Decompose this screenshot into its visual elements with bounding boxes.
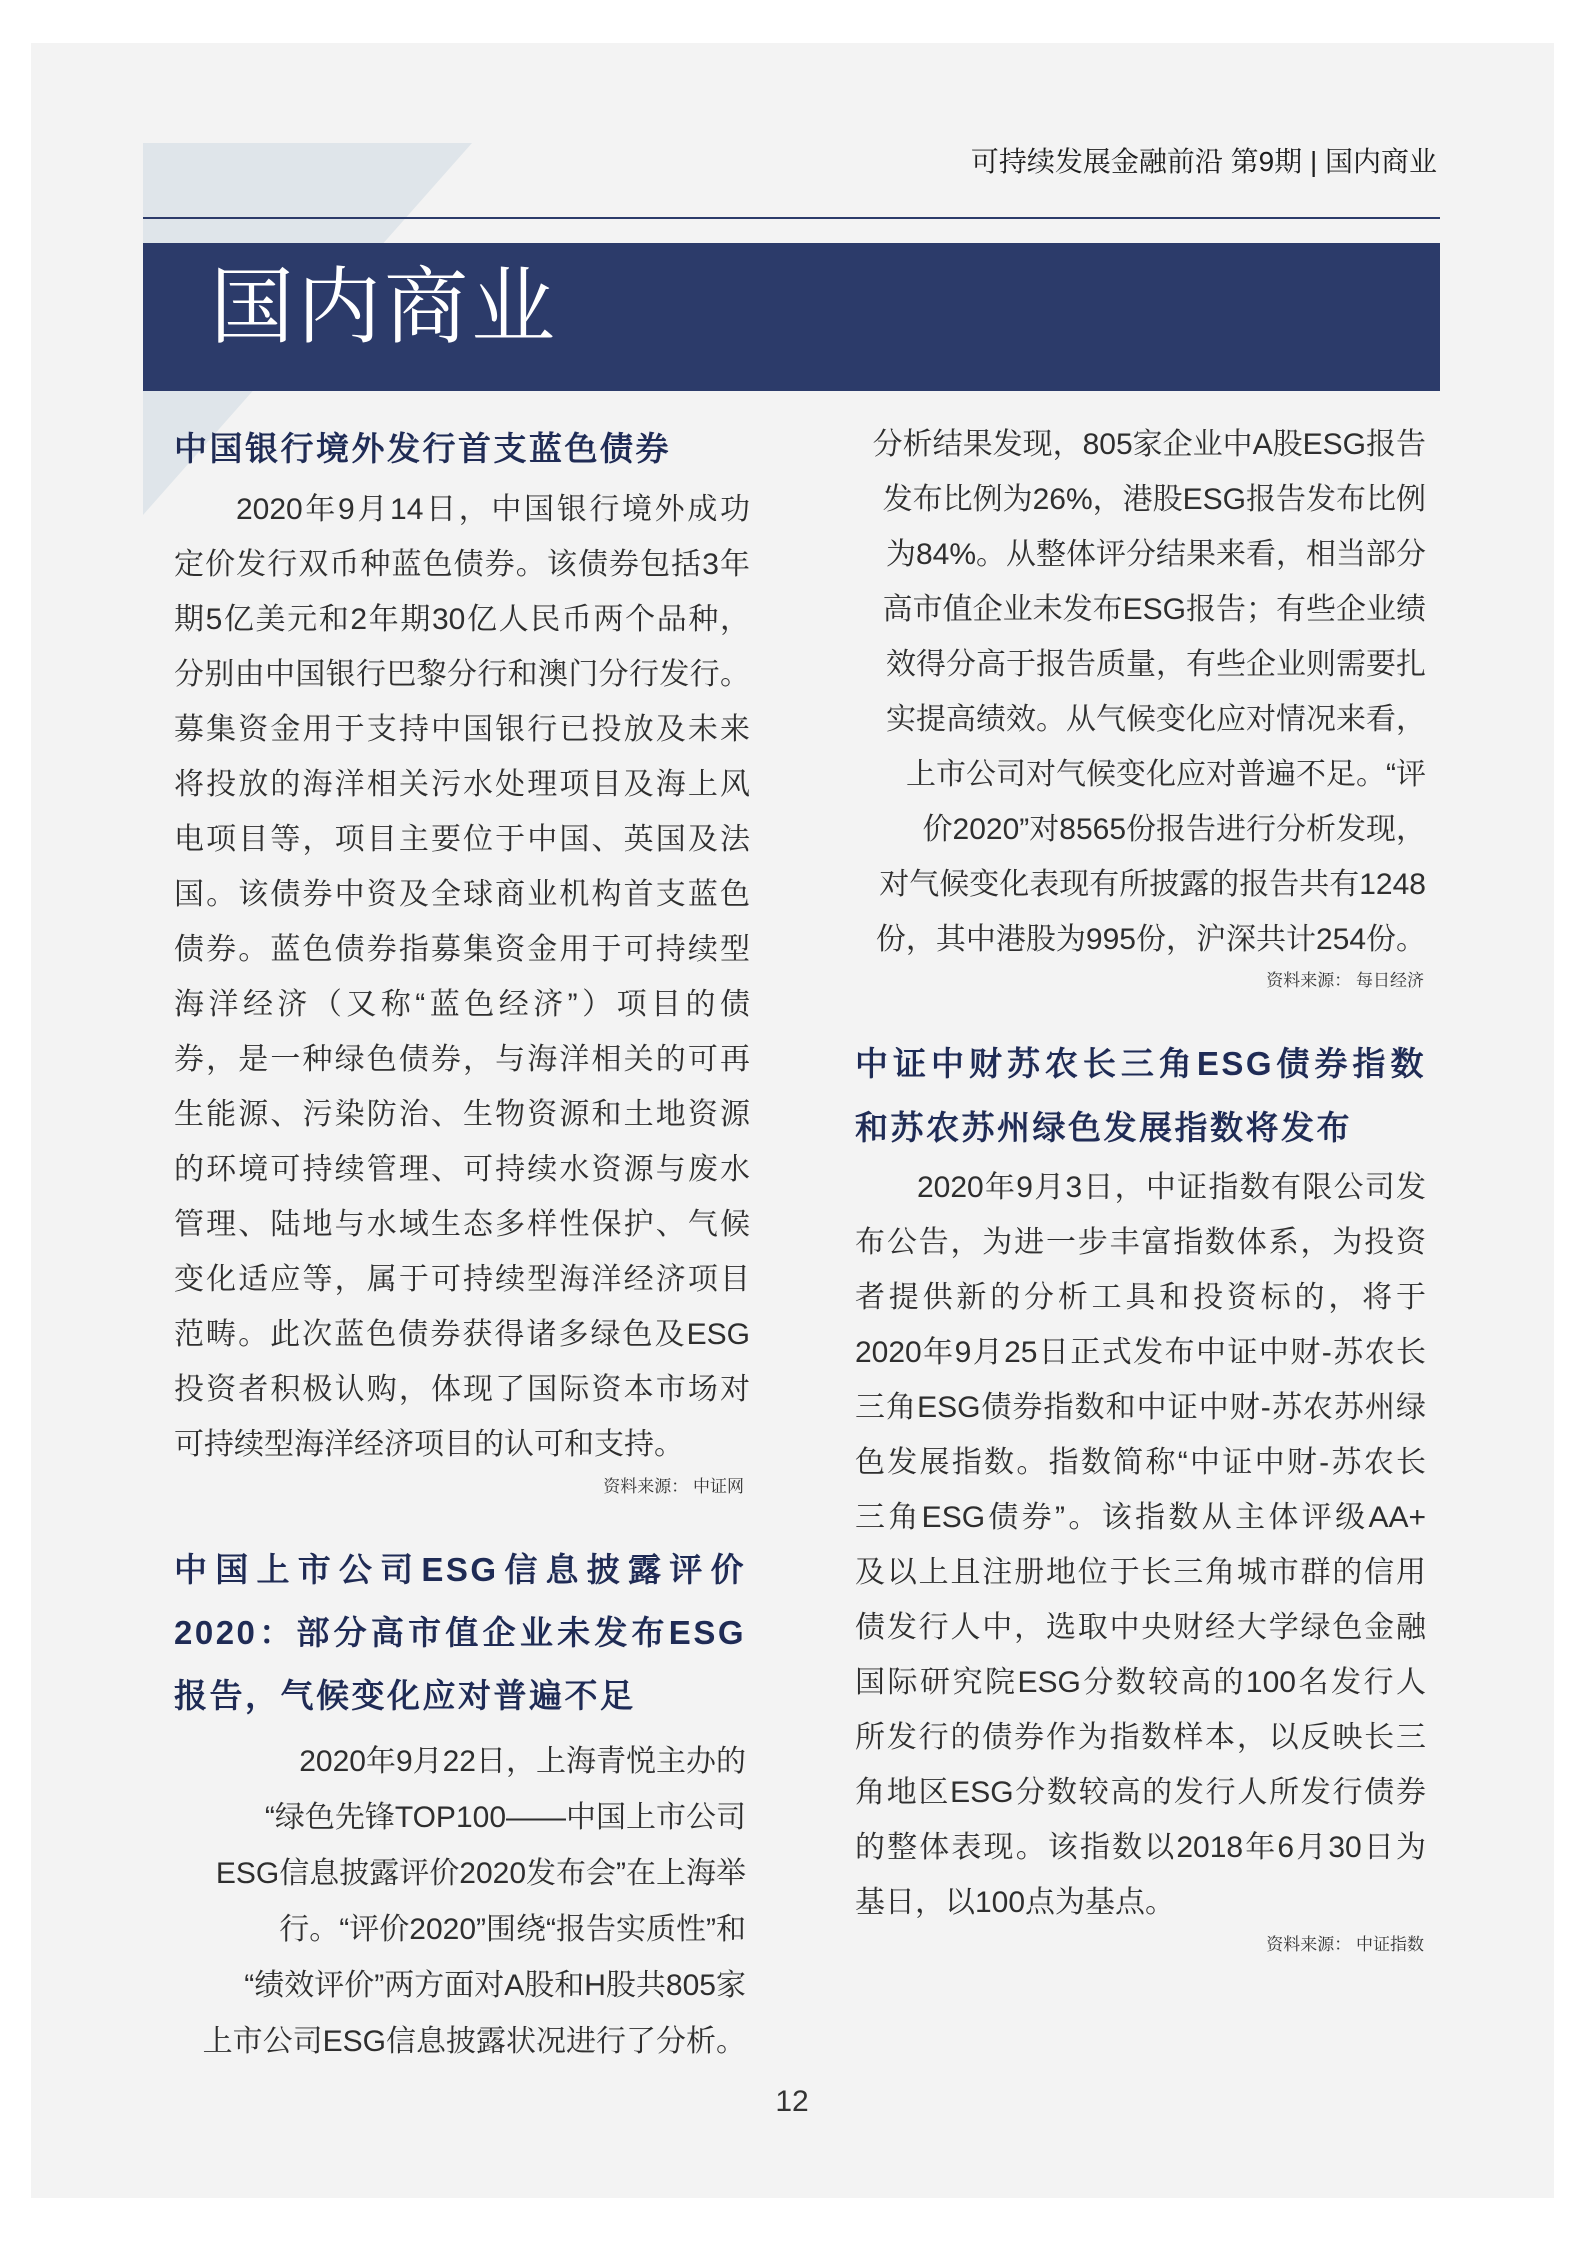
text-line: 三角ESG债券指数和中证中财-苏农苏州绿 bbox=[855, 1391, 1426, 1424]
text-line: 债发行人中，选取中央财经大学绿色金融 bbox=[855, 1611, 1426, 1644]
article-2-body-part-1 bbox=[174, 1734, 746, 2070]
article-2-body-part-2 bbox=[855, 417, 1426, 967]
text-line: 者提供新的分析工具和投资标的，将于 bbox=[855, 1281, 1426, 1314]
text-line: 期5亿美元和2年期30亿人民币两个品种， bbox=[174, 603, 750, 636]
text-line: 生能源、污染防治、生物资源和土地资源 bbox=[174, 1098, 750, 1131]
article-3-source: 资料来源： 中证指数 bbox=[1266, 1935, 1424, 1954]
article-1-source: 资料来源： 中证网 bbox=[603, 1477, 744, 1496]
text-line: ESG信息披露评价2020发布会”在上海举 bbox=[215, 1857, 746, 1890]
text-line: 上市公司对气候变化应对普遍不足。“评 bbox=[906, 758, 1426, 791]
title-line: 报告，气候变化应对普遍不足 bbox=[174, 1677, 636, 1714]
text-line: 发布比例为26%，港股ESG报告发布比例 bbox=[882, 483, 1426, 516]
text-line: 范畴。此次蓝色债券获得诸多绿色及ESG bbox=[174, 1318, 750, 1351]
text-line: 债券。蓝色债券指募集资金用于可持续型 bbox=[174, 933, 750, 966]
text-line: 可持续型海洋经济项目的认可和支持。 bbox=[174, 1428, 684, 1461]
text-line: 国。该债券中资及全球商业机构首支蓝色 bbox=[174, 878, 750, 911]
text-line: 实提高绩效。从气候变化应对情况来看， bbox=[886, 703, 1426, 736]
text-line: 三角ESG债券”。该指数从主体评级AA+ bbox=[855, 1501, 1426, 1534]
title-line: 中国上市公司ESG信息披露评价 bbox=[174, 1551, 746, 1588]
article-3-title bbox=[855, 1032, 1426, 1160]
title-line: 中证中财苏农长三角ESG债券指数 bbox=[855, 1045, 1426, 1082]
text-line: 定价发行双币种蓝色债券。该债券包括3年 bbox=[174, 548, 750, 581]
text-line: 为84%。从整体评分结果来看，相当部分 bbox=[885, 538, 1426, 571]
header-rule bbox=[143, 217, 1440, 219]
title-line: 2020：部分高市值企业未发布ESG bbox=[174, 1614, 746, 1651]
text-line: 将投放的海洋相关污水处理项目及海上风 bbox=[174, 768, 750, 801]
text-line: 分别由中国银行巴黎分行和澳门分行发行。 bbox=[174, 658, 750, 691]
title-line: 中国银行境外发行首支蓝色债券 bbox=[174, 430, 671, 467]
article-3-body bbox=[855, 1160, 1426, 1930]
article-2-title bbox=[174, 1538, 746, 1727]
section-banner bbox=[143, 243, 1440, 391]
running-header: 可持续发展金融前沿 第9期 | 国内商业 bbox=[970, 146, 1437, 177]
text-line: 价2020”对8565份报告进行分析发现， bbox=[922, 813, 1426, 846]
text-line: 的整体表现。该指数以2018年6月30日为 bbox=[855, 1831, 1426, 1864]
section-title: 国内商业 bbox=[210, 260, 559, 354]
text-line: 效得分高于报告质量，有些企业则需要扎 bbox=[886, 648, 1426, 681]
text-line: 基日，以100点为基点。 bbox=[855, 1886, 1176, 1919]
text-line: 国际研究院ESG分数较高的100名发行人 bbox=[855, 1666, 1426, 1699]
text-line: 管理、陆地与水域生态多样性保护、气候 bbox=[174, 1208, 750, 1241]
article-1-body bbox=[174, 482, 750, 1472]
text-line: 2020年9月22日，上海青悦主办的 bbox=[299, 1745, 746, 1778]
text-line: 上市公司ESG信息披露状况进行了分析。 bbox=[202, 2025, 746, 2058]
page-number: 12 bbox=[775, 2085, 809, 2118]
title-line: 和苏农苏州绿色发展指数将发布 bbox=[855, 1109, 1352, 1146]
text-line: 募集资金用于支持中国银行已投放及未来 bbox=[174, 713, 750, 746]
text-line: 所发行的债券作为指数样本，以反映长三 bbox=[855, 1721, 1426, 1754]
text-line: 角地区ESG分数较高的发行人所发行债券 bbox=[855, 1776, 1426, 1809]
text-line: 海洋经济（又称“蓝色经济”）项目的债 bbox=[174, 988, 750, 1021]
text-line: “绿色先锋TOP100——中国上市公司 bbox=[264, 1801, 746, 1834]
text-line: 投资者积极认购，体现了国际资本市场对 bbox=[174, 1373, 750, 1406]
article-2-source: 资料来源： 每日经济 bbox=[1266, 971, 1424, 990]
text-line: 2020年9月14日，中国银行境外成功 bbox=[236, 493, 750, 526]
text-line: 色发展指数。指数简称“中证中财-苏农长 bbox=[855, 1446, 1426, 1479]
text-line: 行。“评价2020”围绕“报告实质性”和 bbox=[279, 1913, 746, 1946]
text-line: 分析结果发现，805家企业中A股ESG报告 bbox=[872, 428, 1426, 461]
text-line: 2020年9月25日正式发布中证中财-苏农长 bbox=[855, 1336, 1426, 1369]
text-line: “绩效评价”两方面对A股和H股共805家 bbox=[244, 1969, 746, 2002]
text-line: 券，是一种绿色债券，与海洋相关的可再 bbox=[174, 1043, 750, 1076]
text-line: 变化适应等，属于可持续型海洋经济项目 bbox=[174, 1263, 750, 1296]
text-line: 及以上且注册地位于长三角城市群的信用 bbox=[855, 1556, 1426, 1589]
text-line: 对气候变化表现有所披露的报告共有1248 bbox=[879, 868, 1426, 901]
text-line: 布公告，为进一步丰富指数体系，为投资 bbox=[855, 1226, 1426, 1259]
text-line: 电项目等，项目主要位于中国、英国及法 bbox=[174, 823, 750, 856]
text-line: 的环境可持续管理、可持续水资源与废水 bbox=[174, 1153, 750, 1186]
text-line: 份，其中港股为995份，沪深共计254份。 bbox=[875, 923, 1426, 956]
text-line: 2020年9月3日，中证指数有限公司发 bbox=[917, 1171, 1426, 1204]
article-1-title bbox=[174, 427, 754, 471]
text-line: 高市值企业未发布ESG报告；有些企业绩 bbox=[882, 593, 1426, 626]
